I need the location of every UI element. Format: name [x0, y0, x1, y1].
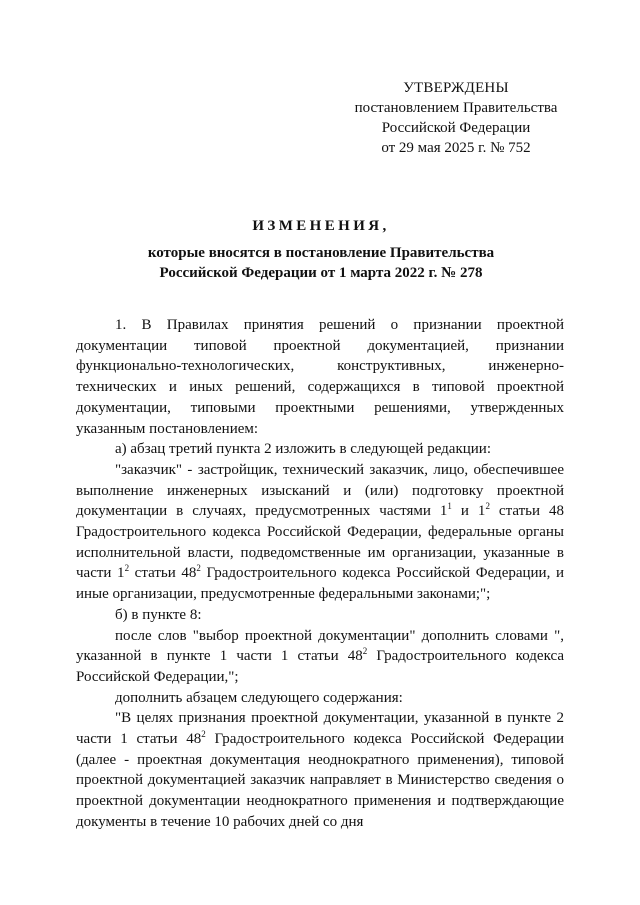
paragraph-1: 1. В Правилах принятия решений о признании проектной документации типовой проектной документацией, признании функционально-технологических, конструктивных, инженерно-технических и иных решений, содержащихся в типовой проектной документации, типовыми проектными решениями, утвержденных указанным постановлением: [76, 317, 564, 437]
subtitle-line-2: Российской Федерации от 1 марта 2022 г. № 278 [159, 265, 483, 281]
paragraph-3-part-b: и 1 [451, 503, 486, 520]
paragraph-3-part-c: статьи 48 Градостроительного кодекса Российской Федерации, федеральные органы исполнительной власти, подведомственные им организации, указанные в части 1 [76, 503, 565, 582]
paragraph-5-part-b: Градостроительного кодекса Российской Федерации,"; [76, 648, 564, 685]
superscript-p3-1: 1 [447, 501, 452, 512]
paragraph-3 [76, 460, 564, 605]
approval-line-date: от 29 мая 2025 г. № 752 [381, 140, 531, 156]
approval-stamp [352, 78, 560, 158]
subtitle-line-1: которые вносятся в постановление Правительства [147, 245, 495, 261]
paragraph-3-part-d: статьи 48 [129, 565, 197, 582]
paragraph-5-part-a: после слов "выбор проектной документации" дополнить словами ", указанной в пункте 1 части 1 статьи 48 [76, 627, 564, 665]
paragraph-5 [76, 626, 564, 688]
paragraph-4: б) в пункте 8: [115, 606, 202, 623]
document-body [76, 315, 564, 833]
paragraph-7-part-a: "В целях признания проектной документации, указанной в пункте 2 части 1 статьи 48 [76, 710, 564, 748]
paragraph-2: а) абзац третий пункта 2 изложить в следующей редакции: [115, 441, 491, 458]
paragraph-7-part-b: Градостроительного кодекса Российской Федерации (далее - проектная документация неоднократного применения), типовой проектной документацией заказчик направляет в Министерство сведения о проектной документации неоднократного применения и подтверждающие документы в течение 10 рабочих дней со дня [76, 731, 564, 830]
superscript-p3-2: 2 [485, 501, 490, 512]
document-subtitle [76, 243, 566, 283]
document-title: ИЗМЕНЕНИЯ, [252, 218, 390, 234]
superscript-p3-4: 2 [196, 563, 201, 574]
superscript-p5-1: 2 [362, 646, 368, 657]
approval-line-decree: постановлением Правительства [354, 100, 558, 116]
paragraph-3-part-e: Градостроительного кодекса Российской Федерации, и иные организации, предусмотренные федеральными законами;"; [76, 565, 564, 603]
approval-heading: УТВЕРЖДЕНЫ [403, 80, 509, 96]
paragraph-3-part-a: "заказчик" - застройщик, технический заказчик, лицо, обеспечившее выполнение инженерных изысканий и (или) подготовку проектной документации в случаях, предусмотренных частями 1 [76, 461, 564, 520]
approval-line-federation: Российской Федерации [381, 120, 531, 136]
paragraph-6: дополнить абзацем следующего содержания: [115, 689, 403, 706]
superscript-p7-1: 2 [201, 729, 206, 740]
superscript-p3-3: 2 [124, 563, 130, 574]
paragraph-7 [76, 708, 564, 832]
